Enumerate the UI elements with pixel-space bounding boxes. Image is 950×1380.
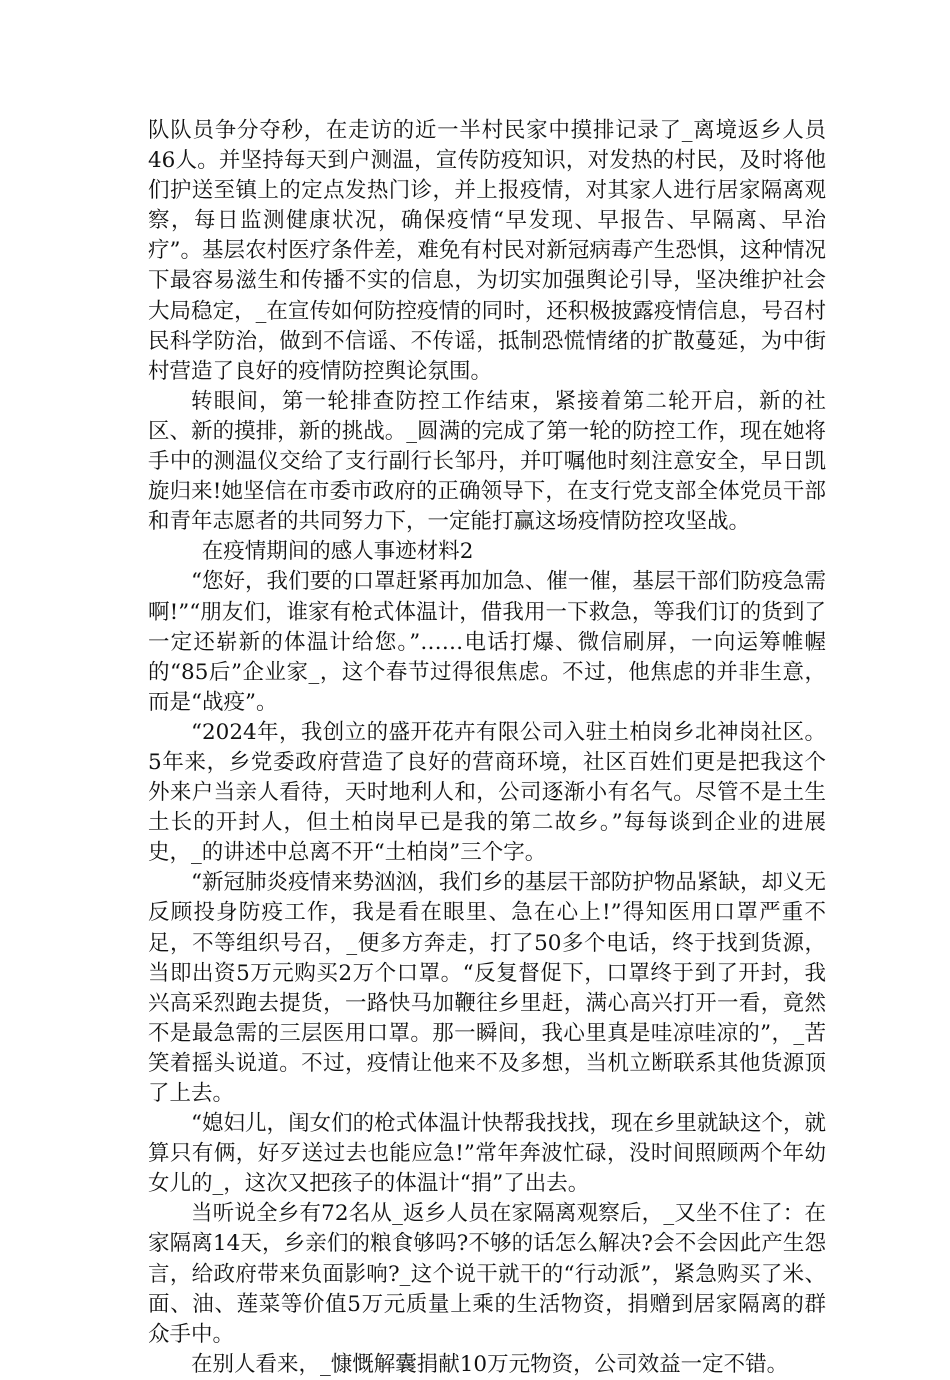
paragraph-phone-calls: “您好，我们要的口罩赶紧再加加急、催一催，基层干部们防疫急需啊!”“朋友们，谁家有枪式体温计，借我用一下救急，等我们订的货到了一定还崭新的体温计给您。”……电话打爆、微信刷屏，一向运筹帷幄的“85后”企业家_，这个春节过得很焦虑。不过，他焦虑的并非生意，而是“战疫”。 bbox=[148, 569, 826, 715]
paragraph-quarantine-supplies: 当听说全乡有72名从_返乡人员在家隔离观察后，_又坐不住了：在家隔离14天，乡亲们的粮食够吗?不够的话怎么解决?会不会因此产生怨言，给政府带来负面影响?_这个说干就干的“行动派”，紧急购买了米、面、油、莲菜等价值5万元质量上乘的生活物资，捐赠到居家隔离的群众手中。 bbox=[148, 1201, 826, 1347]
paragraph-company-history: “2024年，我创立的盛开花卉有限公司入驻土柏岗乡北神岗社区。5年来，乡党委政府营造了良好的营商环境，社区百姓们更是把我这个外来户当亲人看待，天时地利人和，公司逐渐小有名气。尽管不是土生土长的开封人，但土柏岗早已是我的第二故乡。”每每谈到企业的进展史，_的讲述中总离不开“土柏岗”三个字。 bbox=[148, 719, 826, 866]
paragraph-second-round: 转眼间，第一轮排查防控工作结束，紧接着第二轮开启，新的社区、新的摸排，新的挑战。_圆满的完成了第一轮的防控工作，现在她将手中的测温仪交给了支行副行长邹丹，并叮嘱他时刻注意安全，早日凯旋归来!她坚信在市委市政府的正确领导下，在支行党支部全体党员干部和青年志愿者的共同努力下，一定能打赢这场疫情防控攻坚战。 bbox=[148, 388, 826, 535]
paragraph-continuation: 队队员争分夺秒，在走访的近一半村民家中摸排记录了_离境返乡人员46人。并坚持每天到户测温，宣传防疫知识，对发热的村民，及时将他们护送至镇上的定点发热门诊，并上报疫情，对其家人进行居家隔离观察，每日监测健康状况，确保疫情“早发现、早报告、早隔离、早治疗”。基层农村医疗条件差，难免有村民对新冠病毒产生恐惧，这种情况下最容易滋生和传播不实的信息，为切实加强舆论引导，坚决维护社会大局稳定，_在宣传如何防控疫情的同时，还积极披露疫情信息，号召村民科学防治，做到不信谣、不传谣，抵制恐慌情绪的扩散蔓延，为中街村营造了良好的疫情防控舆论氛围。 bbox=[148, 118, 826, 384]
document-page bbox=[148, 116, 826, 1380]
paragraph-donation: 在别人看来，_慷慨解囊捐献10万元物资，公司效益一定不错。 bbox=[191, 1351, 789, 1377]
paragraph-mask-purchase: “新冠肺炎疫情来势汹汹，我们乡的基层干部防护物品紧缺，却义无反顾投身防疫工作，我是看在眼里、急在心上!”得知医用口罩严重不足，不等组织号召，_便多方奔走，打了50多个电话，终于找到货源，当即出资5万元购买2万个口罩。“反复督促下，口罩终于到了开封，我兴高采烈跑去提货，一路快马加鞭往乡里赶，满心高兴打开一看，竟然不是最急需的三层医用口罩。那一瞬间，我心里真是哇凉哇凉的”，_苦笑着摇头说道。不过，疫情让他来不及多想，当机立断联系其他货源顶了上去。 bbox=[148, 870, 826, 1106]
section-heading: 在疫情期间的感人事迹材料2 bbox=[201, 539, 474, 565]
paragraph-thermometer: “媳妇儿，闺女们的枪式体温计快帮我找找，现在乡里就缺这个，就算只有俩，好歹送过去也能应急!”常年奔波忙碌，没时间照顾两个年幼女儿的_，这次又把孩子的体温计“捐”了出去。 bbox=[148, 1111, 826, 1197]
